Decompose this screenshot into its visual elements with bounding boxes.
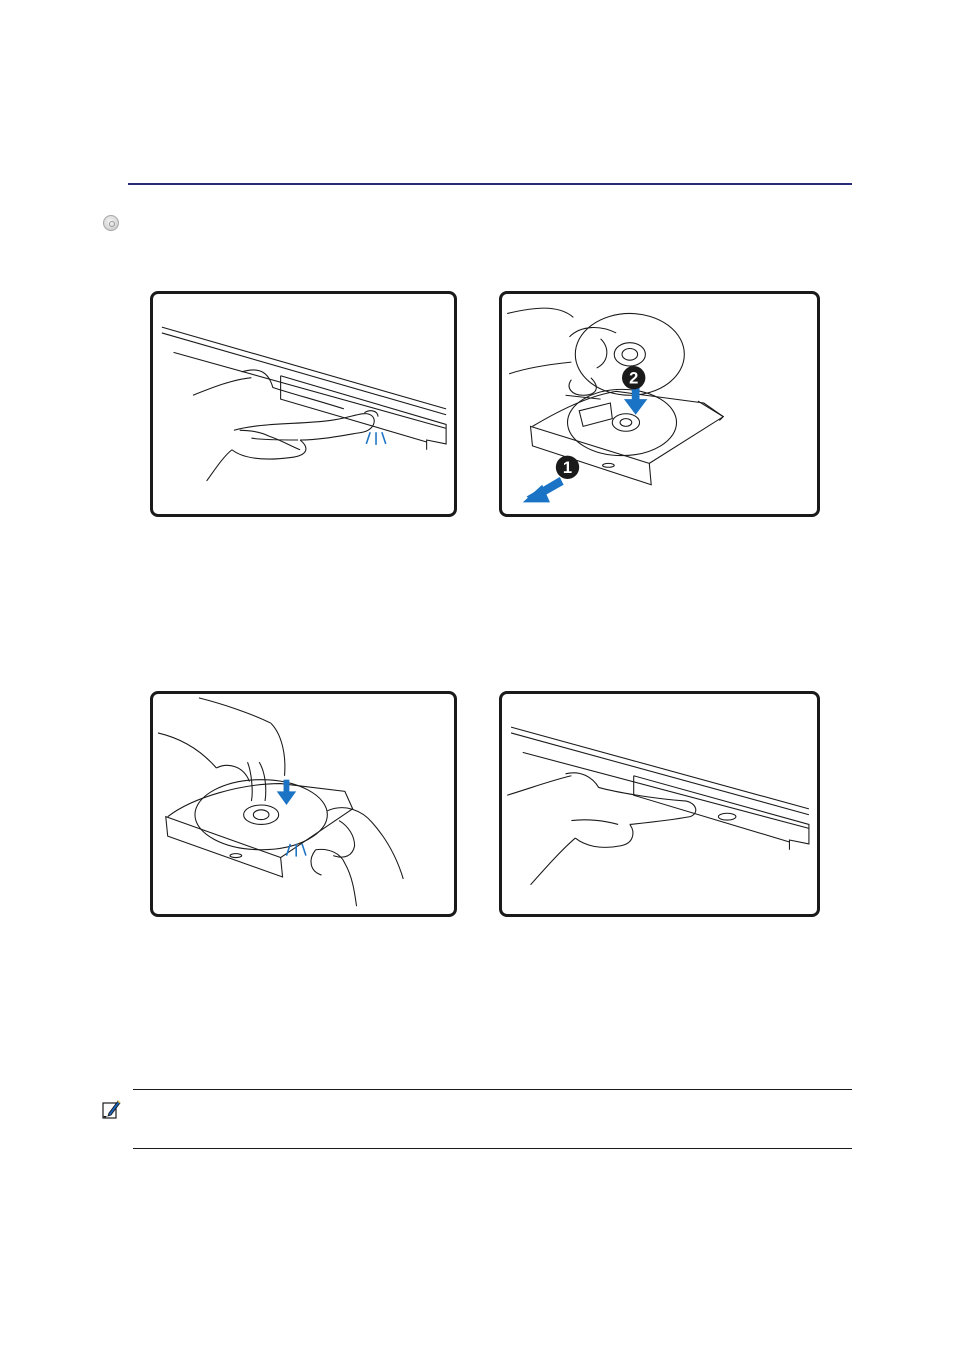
illustration-insert-disc	[499, 291, 820, 517]
note-pencil-icon	[101, 1098, 121, 1120]
illustration-press-eject	[150, 291, 457, 517]
press-disc-drawing	[153, 694, 454, 914]
note-top-rule	[133, 1089, 852, 1090]
step-two-badge: 2	[629, 368, 639, 388]
close-tray-drawing	[502, 694, 817, 914]
header-rule	[128, 183, 852, 185]
illustration-close-tray	[499, 691, 820, 917]
step-one-badge: 1	[562, 458, 573, 478]
disc-bullet-icon	[103, 215, 119, 231]
note-bottom-rule	[133, 1148, 852, 1149]
illustration-press-disc-hub	[150, 691, 457, 917]
insert-disc-drawing	[502, 294, 817, 514]
eject-press-drawing	[153, 294, 454, 514]
